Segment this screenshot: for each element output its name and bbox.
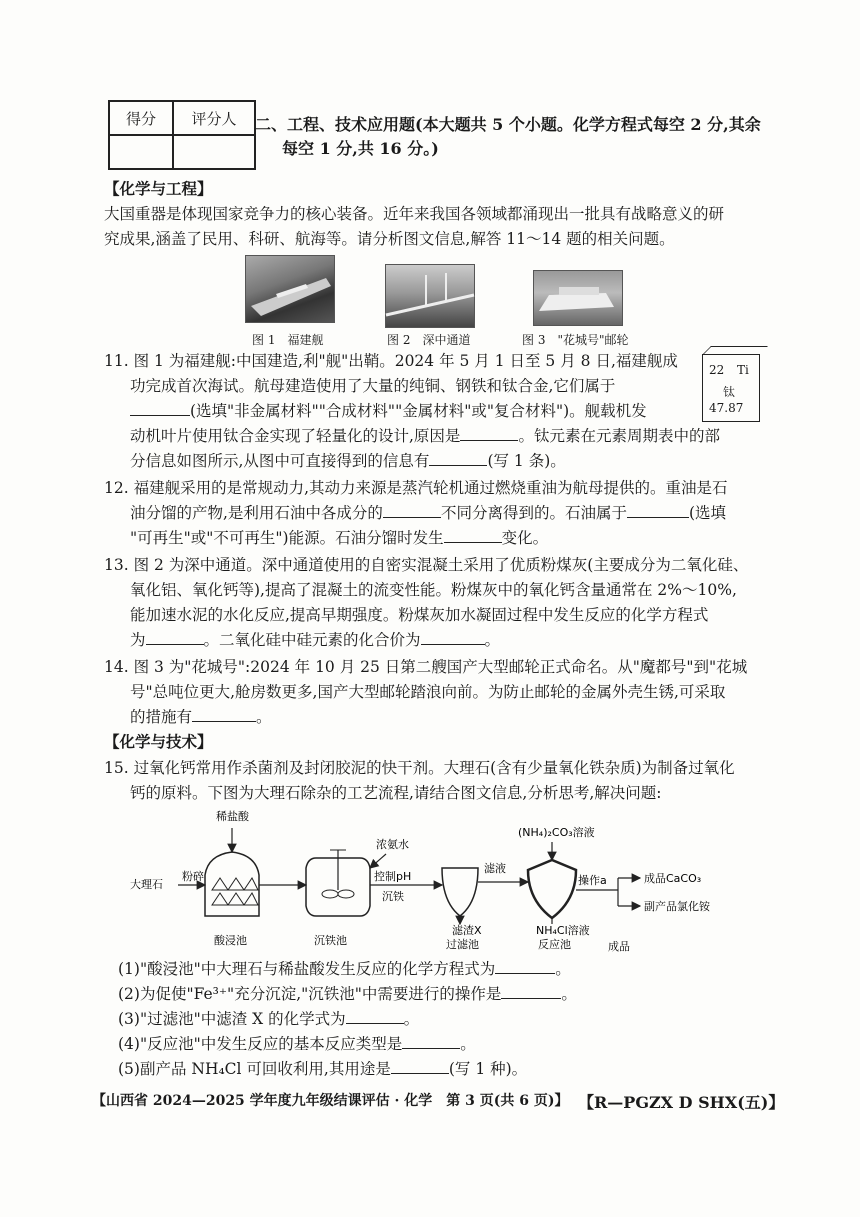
huacheng-cruise-photo [533, 270, 623, 326]
q13-blank-2[interactable] [421, 630, 485, 645]
footer-code: 【R—PGZX D SHX(五)】 [578, 1093, 785, 1112]
q15-5-end: (写 1 种)。 [448, 1060, 528, 1078]
q11-blank-2[interactable] [460, 426, 518, 441]
q12-line2: 油分馏的产物,是利用石油中各成分的 [130, 504, 383, 522]
q15-5: (5)副产品 NH₄Cl 可回收利用,其用途是 [118, 1060, 391, 1078]
filter-tank [442, 868, 478, 916]
q14-line1: 14. 图 3 为"花城号":2024 年 10 月 25 日第二艘国产大型邮轮正式命名。从"魔都号"到"花城 [104, 658, 748, 676]
intro-text-cont: 究成果,涵盖了民用、科研、航海等。请分析图文信息,解答 11～14 题的相关问题。 [104, 230, 675, 248]
q12-line2-mid: 不同分离得到的。石油属于 [440, 504, 627, 522]
q15-1-blank[interactable] [495, 959, 555, 974]
q15-4-end: 。 [460, 1035, 476, 1053]
atomic-number: 22 [709, 363, 725, 377]
reactor-tank [528, 860, 576, 918]
q13-line4-mid: 。二氧化硅中硅元素的化合价为 [203, 631, 421, 649]
section-title: 二、工程、技术应用题(本大题共 5 个小题。化学方程式每空 2 分,其余 [255, 115, 761, 134]
heading-tech: 【化学与技术】 [104, 732, 213, 751]
q15-4: (4)"反应池"中发生反应的基本反应类型是 [118, 1035, 403, 1053]
ammonia-label: 浓氨水 [376, 838, 409, 851]
q12-blank-1[interactable] [383, 503, 441, 518]
heading-engineering: 【化学与工程】 [104, 179, 213, 198]
footer-exam-info: 【山西省 2024—2025 学年度九年级结课评估 · 化学 第 3 页(共 6 页)】 [92, 1093, 569, 1109]
q11-line4-end: 。钛元素在元素周期表中的部 [518, 427, 720, 445]
score-cell[interactable] [109, 135, 173, 169]
q15-2: (2)为促使"Fe³⁺"充分沉淀,"沉铁池"中需要进行的操作是 [118, 985, 502, 1003]
iron-removal-label: 沉铁 [382, 890, 404, 903]
q11-blank-3[interactable] [429, 451, 487, 466]
q13-line1: 13. 图 2 为深中通道。深中通道使用的自密实混凝土采用了优质粉煤灰(主要成分为二氧化硅、 [104, 556, 749, 574]
element-symbol: Ti [737, 363, 749, 377]
q13-line4: 为 [130, 631, 146, 649]
hcl-label: 稀盐酸 [216, 810, 249, 823]
q12-line1: 12. 福建舰采用的是常规动力,其动力来源是蒸汽轮机通过燃烧重油为航母提供的。重油是石 [104, 479, 728, 497]
q13-line2: 氧化铝、氧化钙等),提高了混凝土的流变性能。粉煤灰中的氧化钙含量通常在 2%～10%, [130, 581, 737, 599]
grader-cell[interactable] [173, 135, 255, 169]
q11-line3: (选填"非金属材料""合成材料""金属材料"或"复合材料")。舰载机发 [190, 402, 647, 420]
q15-1-end: 。 [555, 960, 571, 978]
carbonate-solution-label: (NH₄)₂CO₃溶液 [518, 826, 595, 839]
q12-line3-end: 变化。 [501, 529, 549, 547]
acid-pool-label: 酸浸池 [214, 934, 247, 947]
residue-label: 滤渣X [452, 924, 482, 937]
q15-line1: 15. 过氧化钙常用作杀菌剂及封闭胶泥的快干剂。大理石(含有少量氧化铁杂质)为制备过氧化 [104, 759, 735, 777]
figure-1-caption: 图 1 福建舰 [252, 333, 324, 347]
product-caco3-label: 成品CaCO₃ [644, 872, 702, 885]
q13-line3: 能加速水泥的水化反应,提高早期强度。粉煤灰加水凝固过程中发生反应的化学方程式 [130, 606, 709, 624]
q11-line5: 分信息如图所示,从图中可直接得到的信息有 [130, 452, 430, 470]
q13-line4-end: 。 [484, 631, 501, 649]
q15-3-end: 。 [403, 1010, 420, 1028]
q14-line3: 的措施有 [130, 708, 193, 726]
q12-line2-end: (选填 [688, 504, 727, 522]
filtrate-label: 滤液 [484, 862, 506, 875]
score-label: 得分 [109, 101, 173, 135]
q15-5-blank[interactable] [391, 1059, 449, 1074]
q14-line2: 号"总吨位更大,舱房数更多,国产大型邮轮踏浪向前。为防止邮轮的金属外壳生锈,可采取 [130, 683, 726, 701]
q14-line3-end: 。 [256, 708, 272, 726]
q11-line5-end: (写 1 条)。 [487, 452, 566, 470]
ph-label: 控制pH [374, 870, 412, 883]
q15-2-end: 。 [561, 985, 577, 1003]
q11-blank-1[interactable] [130, 401, 190, 416]
score-table [108, 100, 256, 170]
element-name: 钛 [723, 385, 736, 399]
q15-2-blank[interactable] [501, 984, 561, 999]
filter-pool-label: 过滤池 [446, 938, 479, 951]
q11-line1: 11. 图 1 为福建舰:中国建造,利"舰"出鞘。2024 年 5 月 1 日至 5 月 8 日,福建舰成 [104, 352, 678, 370]
q12-blank-3[interactable] [444, 528, 502, 543]
process-flow-diagram [130, 810, 750, 960]
iron-pool-label: 沉铁池 [314, 934, 347, 947]
products-label: 成品 [608, 940, 630, 953]
intro-text: 大国重器是体现国家竞争力的核心装备。近年来我国各领域都涌现出一批具有战略意义的研 [104, 205, 725, 223]
byproduct-label: 副产品氯化铵 [644, 900, 710, 913]
q15-3: (3)"过滤池"中滤渣 X 的化学式为 [118, 1010, 346, 1028]
q14-blank-1[interactable] [192, 707, 256, 722]
titanium-element-card [702, 354, 760, 422]
shenzhong-link-photo [385, 264, 475, 328]
operation-a-label: 操作a [578, 874, 607, 887]
q13-blank-1[interactable] [146, 630, 204, 645]
q15-1: (1)"酸浸池"中大理石与稀盐酸发生反应的化学方程式为 [118, 960, 496, 978]
section-title-cont: 每空 1 分,共 16 分。) [282, 139, 439, 158]
fujian-carrier-photo [245, 255, 335, 323]
reactor-label: 反应池 [538, 938, 571, 951]
atomic-mass: 47.87 [709, 401, 744, 415]
q15-3-blank[interactable] [346, 1009, 404, 1024]
q12-line3: "可再生"或"不可再生")能源。石油分馏时发生 [130, 529, 444, 547]
nh4cl-solution-label: NH₄Cl溶液 [536, 924, 590, 937]
figure-3-caption: 图 3 "花城号"邮轮 [522, 333, 629, 347]
q12-blank-2[interactable] [627, 503, 689, 518]
grader-label: 评分人 [173, 101, 255, 135]
q15-4-blank[interactable] [402, 1034, 460, 1049]
marble-label: 大理石 [130, 878, 163, 891]
q11-line4: 动机叶片使用钛合金实现了轻量化的设计,原因是 [130, 427, 461, 445]
q15-line2: 钙的原料。下图为大理石除杂的工艺流程,请结合图文信息,分析思考,解决问题: [130, 784, 662, 802]
figure-2-caption: 图 2 深中通道 [387, 333, 471, 347]
q11-line2: 功完成首次海试。航母建造使用了大量的纯铜、钢铁和钛合金,它们属于 [130, 377, 616, 395]
crush-label: 粉碎 [182, 870, 204, 883]
